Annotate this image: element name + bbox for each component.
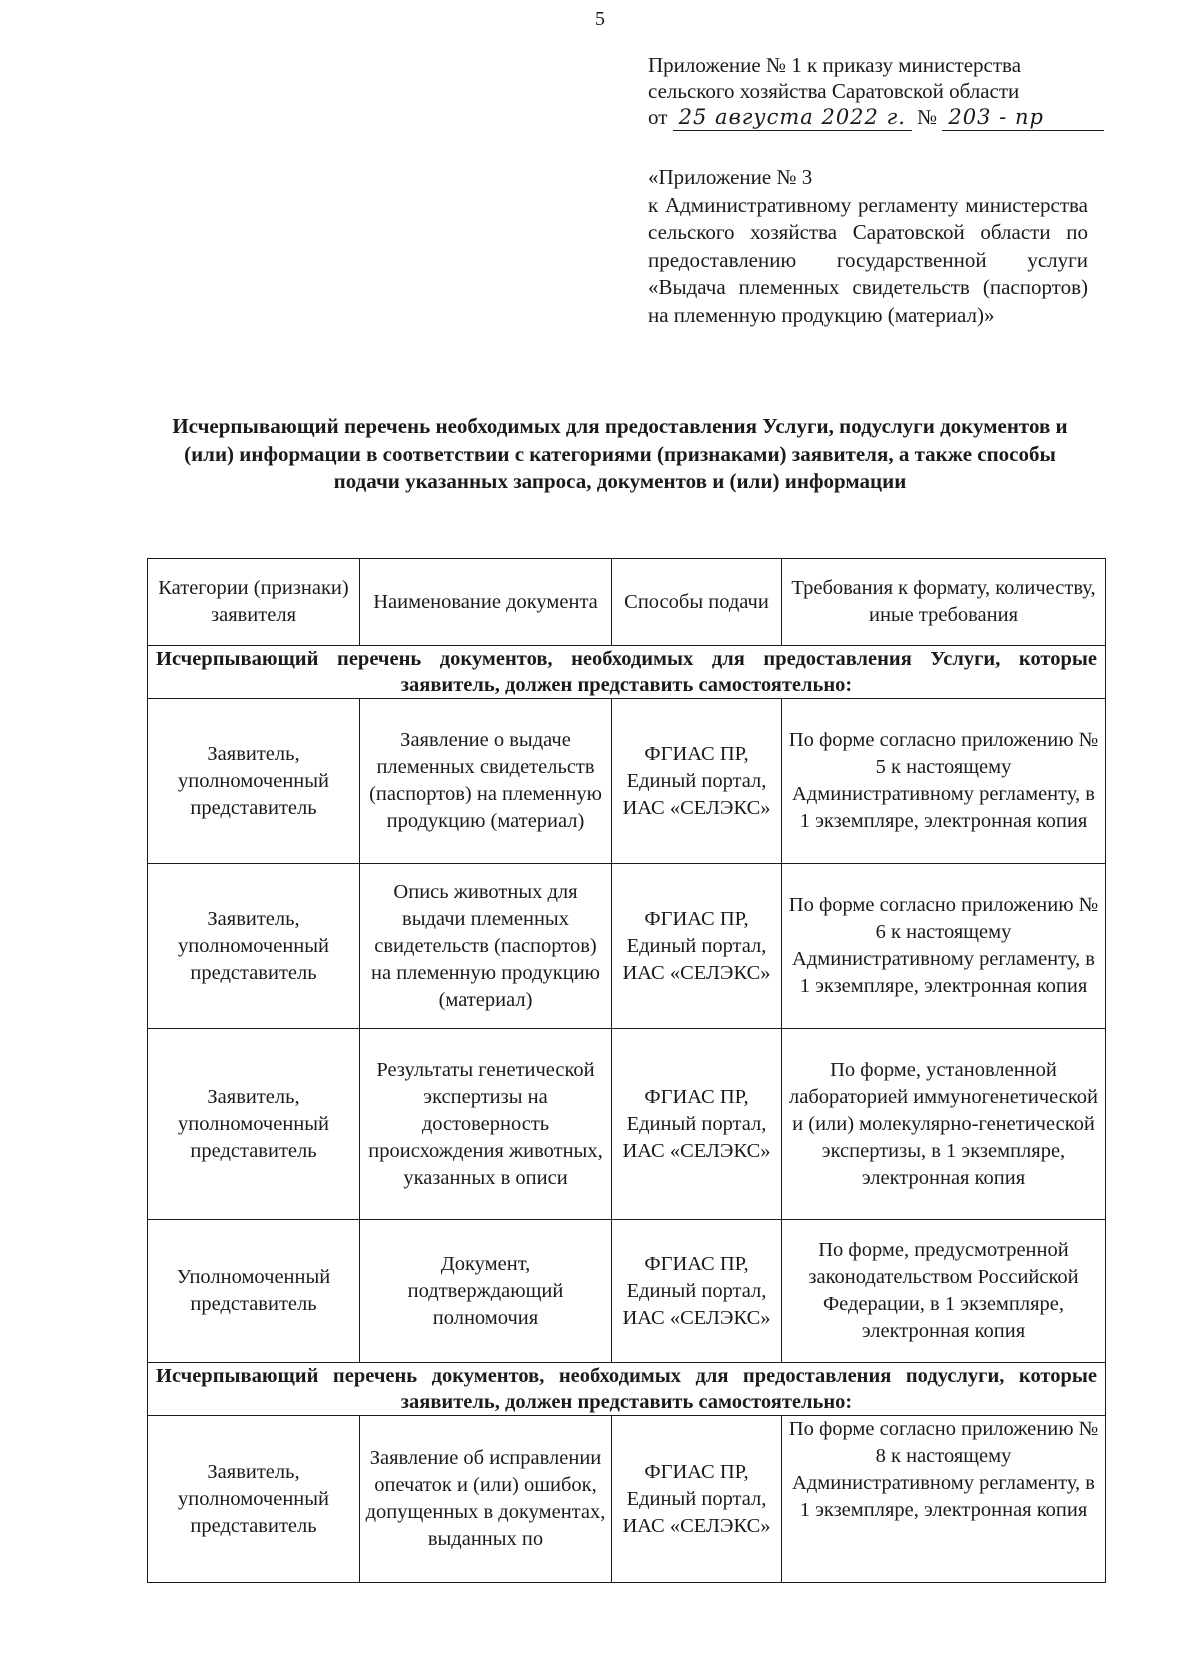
table-header-row [148, 559, 1106, 646]
cell-category: Заявитель, уполномоченный представитель [148, 1416, 360, 1583]
cell-method: ФГИАС ПР, Единый портал, ИАС «СЕЛЭКС» [612, 1416, 782, 1583]
cell-requirements: По форме, предусмотренной законодательством Российской Федерации, в 1 экземпляре, электронная копия [782, 1220, 1106, 1363]
header-category: Категории (признаки) заявителя [148, 559, 360, 646]
number-prefix: № [917, 105, 938, 129]
date-prefix: от [648, 105, 668, 129]
cell-category: Заявитель, уполномоченный представитель [148, 864, 360, 1029]
cell-method: ФГИАС ПР, Единый портал, ИАС «СЕЛЭКС» [612, 864, 782, 1029]
cell-category: Заявитель, уполномоченный представитель [148, 699, 360, 864]
approval-line-2: сельского хозяйства Саратовской области [648, 79, 1020, 103]
table-row [148, 1029, 1106, 1220]
table-row [148, 699, 1106, 864]
cell-method: ФГИАС ПР, Единый портал, ИАС «СЕЛЭКС» [612, 1029, 782, 1220]
cell-requirements: По форме, установленной лабораторией иммуногенетической и (или) молекулярно-генетической экспертизы, в 1 экземпляре, электронная копия [782, 1029, 1106, 1220]
table-row [148, 1220, 1106, 1363]
documents-table [147, 558, 1106, 1583]
section-heading-service: Исчерпывающий перечень документов, необходимых для предоставления Услуги, которые заявитель, должен представить самостоятельно: [148, 646, 1106, 699]
approval-date-line [648, 104, 1088, 131]
table-row [148, 1416, 1106, 1583]
cell-document: Заявление об исправлении опечаток и (или) ошибок, допущенных в документах, выданных по [360, 1416, 612, 1583]
document-title: Исчерпывающий перечень необходимых для предоставления Услуги, подуслуги документов и (или) информации в соответствии с категориями (признаками) заявителя, а также способы подачи указанных запроса, документов и (или) информации [172, 414, 1068, 493]
appendix-body: к Административному регламенту министерства сельского хозяйства Саратовской области по предоставлению государственной услуги «Выдача племенных свидетельств (паспортов) на племенную продукцию (материал)» [648, 192, 1088, 327]
cell-requirements: По форме согласно приложению № 6 к настоящему Административному регламенту, в 1 экземпляре, электронная копия [782, 864, 1106, 1029]
cell-document: Результаты генетической экспертизы на достоверность происхождения животных, указанных в описи [360, 1029, 612, 1220]
table-row [148, 864, 1106, 1029]
handwritten-date: 25 августа 2022 г. [673, 104, 912, 131]
cell-document: Документ, подтверждающий полномочия [360, 1220, 612, 1363]
cell-method: ФГИАС ПР, Единый портал, ИАС «СЕЛЭКС» [612, 699, 782, 864]
appendix-title: «Приложение № 3 [648, 165, 813, 189]
handwritten-number: 203 - пр [942, 104, 1104, 131]
header-document: Наименование документа [360, 559, 612, 646]
cell-category: Уполномоченный представитель [148, 1220, 360, 1363]
cell-document: Опись животных для выдачи племенных свидетельств (паспортов) на племенную продукцию (материал) [360, 864, 612, 1029]
section-heading-subservice: Исчерпывающий перечень документов, необходимых для предоставления подуслуги, которые заявитель, должен представить самостоятельно: [148, 1363, 1106, 1416]
cell-requirements: По форме согласно приложению № 5 к настоящему Административному регламенту, в 1 экземпляре, электронная копия [782, 699, 1106, 864]
section-row [148, 1363, 1106, 1416]
header-requirements: Требования к формату, количеству, иные требования [782, 559, 1106, 646]
cell-category: Заявитель, уполномоченный представитель [148, 1029, 360, 1220]
cell-requirements: По форме согласно приложению № 8 к настоящему Административному регламенту, в 1 экземпляре, электронная копия [782, 1416, 1106, 1583]
cell-method: ФГИАС ПР, Единый портал, ИАС «СЕЛЭКС» [612, 1220, 782, 1363]
appendix-block [648, 164, 1088, 329]
header-method: Способы подачи [612, 559, 782, 646]
section-row [148, 646, 1106, 699]
approval-block [648, 52, 1088, 131]
page-number: 5 [595, 8, 605, 30]
cell-document: Заявление о выдаче племенных свидетельств (паспортов) на племенную продукцию (материал) [360, 699, 612, 864]
approval-line-1: Приложение № 1 к приказу министерства [648, 53, 1022, 77]
